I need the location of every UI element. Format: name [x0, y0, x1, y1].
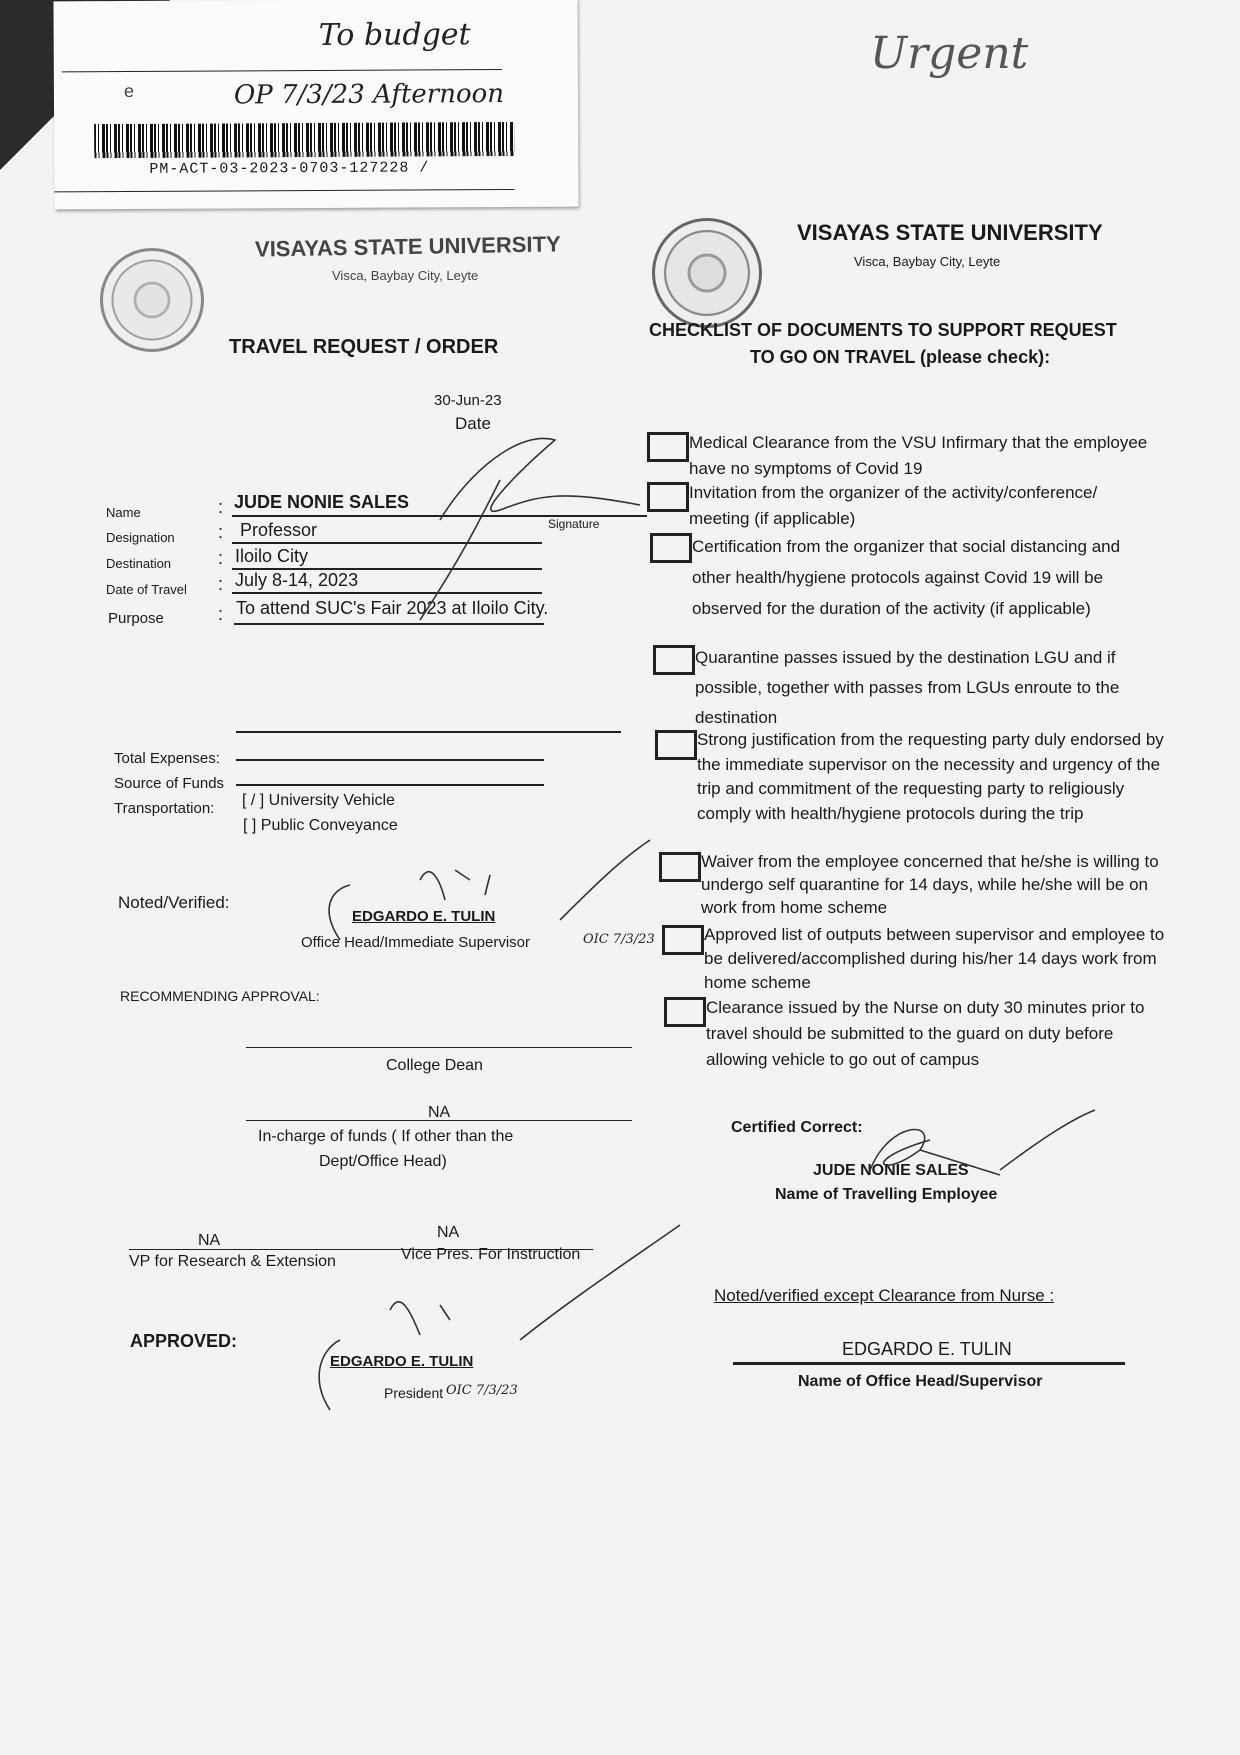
certified-correct-label: Certified Correct: — [731, 1119, 863, 1136]
vp-instruction-value: NA — [437, 1224, 460, 1241]
name-value: JUDE NONIE SALES — [234, 492, 410, 512]
president-label: President — [384, 1385, 444, 1401]
president-name: EDGARDO E. TULIN — [330, 1353, 474, 1370]
supervisor-name: EDGARDO E. TULIN — [352, 908, 496, 925]
university-address: Visca, Baybay City, Leyte — [332, 268, 479, 283]
recommending-approval-label: RECOMMENDING APPROVAL: — [120, 988, 320, 1004]
vp-research-value: NA — [198, 1232, 221, 1249]
date-of-travel-value: July 8-14, 2023 — [235, 570, 359, 590]
university-name: VISAYAS STATE UNIVERSITY — [254, 231, 561, 262]
signature-label: Signature — [548, 517, 600, 531]
request-date: 30-Jun-23 — [434, 392, 502, 409]
designation-value: Professor — [240, 520, 318, 540]
funds-incharge-label: In-charge of funds ( If other than the — [258, 1128, 514, 1145]
supervisor-title: Office Head/Immediate Supervisor — [301, 934, 530, 951]
employee-label: Name of Travelling Employee — [775, 1186, 998, 1203]
destination-label: Destination — [106, 556, 172, 571]
university-address: Visca, Baybay City, Leyte — [854, 254, 1001, 269]
president-handwritten-date: OIC 7/3/23 — [446, 1383, 518, 1398]
office-head-name: EDGARDO E. TULIN — [842, 1339, 1012, 1359]
college-dean-label: College Dean — [386, 1057, 483, 1074]
handwritten-urgent-note: Urgent — [870, 28, 1029, 79]
date-label: Date — [455, 414, 491, 433]
total-expenses-label: Total Expenses: — [114, 750, 220, 767]
transport-option-public-conveyance[interactable]: [ ] Public Conveyance — [243, 817, 398, 834]
purpose-value: To attend SUC's Fair 2023 at Iloilo City. — [236, 598, 549, 618]
transportation-label: Transportation: — [114, 800, 215, 817]
date-of-travel-label: Date of Travel — [106, 582, 187, 597]
purpose-label: Purpose — [108, 610, 164, 627]
supervisor-handwritten-date: OIC 7/3/23 — [583, 932, 655, 947]
transport-option-university-vehicle[interactable]: [ / ] University Vehicle — [242, 792, 395, 809]
noted-verified-label: Noted/Verified: — [118, 893, 230, 912]
employee-name: JUDE NONIE SALES — [813, 1162, 969, 1179]
funds-incharge-label-2: Dept/Office Head) — [319, 1153, 447, 1170]
noted-except-nurse-label: Noted/verified except Clearance from Nurse : — [714, 1286, 1055, 1305]
vp-instruction-label: Vice Pres. For Instruction — [401, 1246, 581, 1263]
name-label: Name — [106, 505, 141, 520]
funds-incharge-value: NA — [428, 1104, 451, 1121]
designation-label: Designation — [106, 530, 175, 545]
university-name: VISAYAS STATE UNIVERSITY — [797, 220, 1103, 245]
handwritten-received-note: OP 7/3/23 Afternoon — [233, 79, 505, 111]
tracking-code: PM-ACT-03-2023-0703-127228 / — [149, 159, 430, 178]
checklist-title: CHECKLIST OF DOCUMENTS TO SUPPORT REQUEST — [649, 320, 1117, 340]
approved-label: APPROVED: — [130, 1331, 238, 1351]
destination-value: Iloilo City — [235, 546, 309, 566]
office-head-label: Name of Office Head/Supervisor — [798, 1373, 1043, 1390]
vp-research-label: VP for Research & Extension — [129, 1253, 336, 1270]
checklist-title-2: TO GO ON TRAVEL (please check): — [750, 347, 1051, 367]
source-of-funds-label: Source of Funds — [114, 775, 225, 792]
handwritten-note-to-budget: To budget — [318, 17, 471, 53]
slip-field-label: e — [123, 80, 134, 102]
form-title: TRAVEL REQUEST / ORDER — [229, 336, 499, 358]
